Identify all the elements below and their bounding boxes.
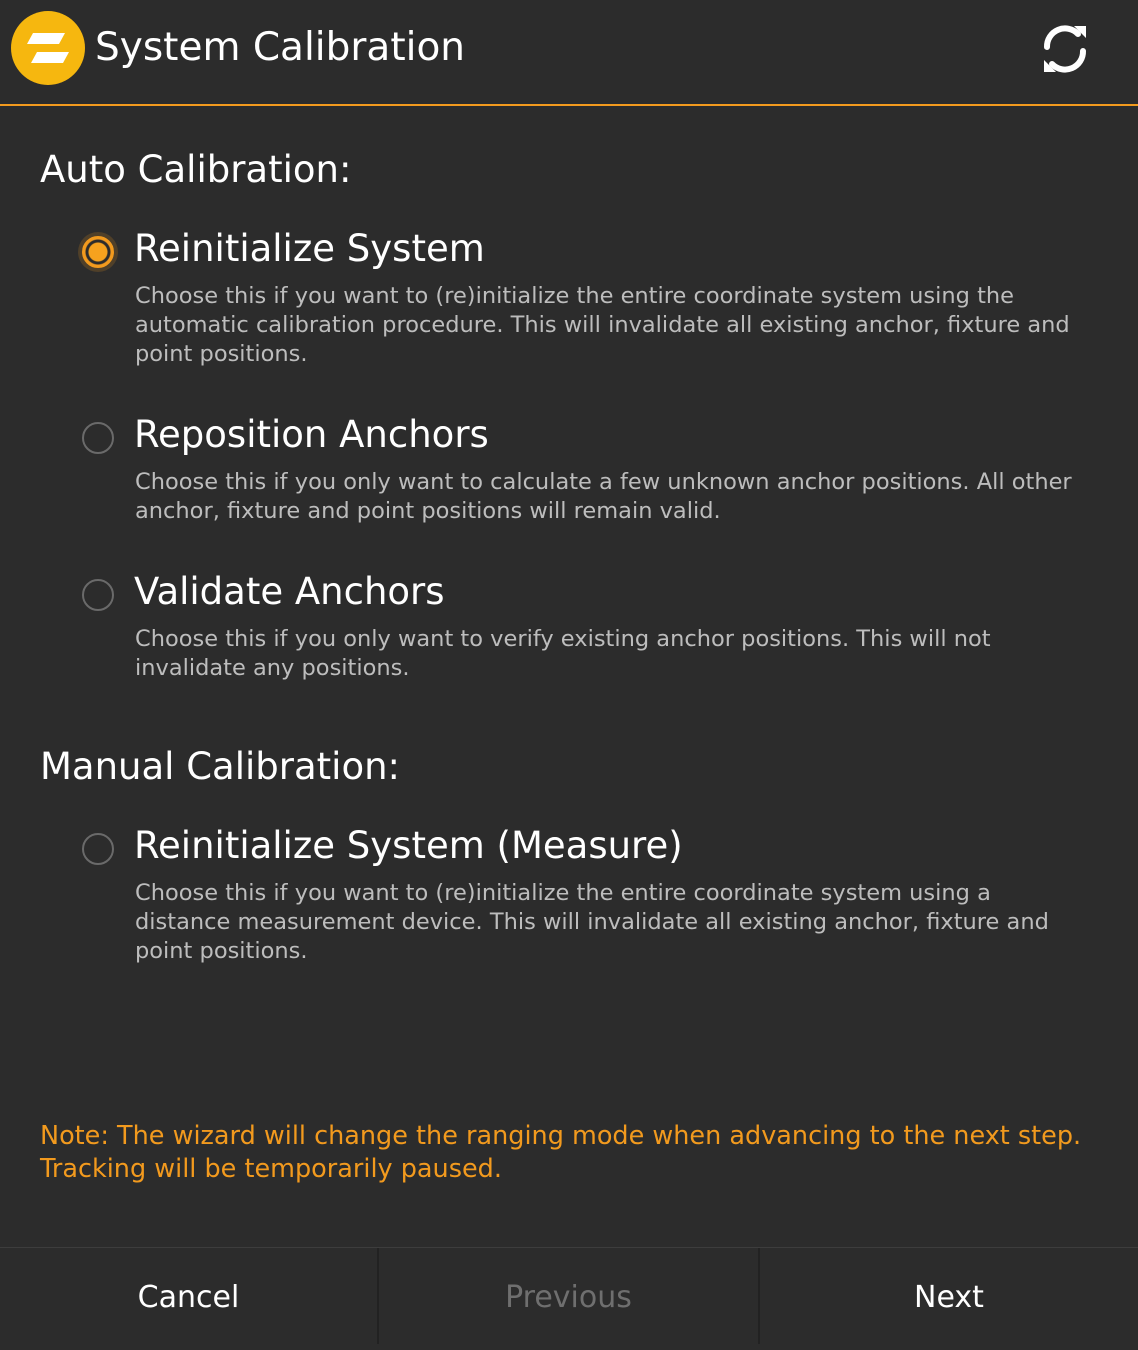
auto-calibration-heading: Auto Calibration:	[40, 148, 352, 191]
manual-calibration-heading: Manual Calibration:	[40, 745, 400, 788]
app-logo-icon	[11, 11, 85, 85]
app-header	[0, 0, 1138, 106]
option-validate-anchors[interactable]	[82, 567, 1082, 687]
option-reinitialize-system-measure[interactable]	[82, 821, 1082, 971]
option-label: Reinitialize System	[134, 227, 485, 270]
ranging-mode-note: Note: The wizard will change the ranging mode when advancing to the next step. Tracking will be temporarily paused.	[40, 1121, 1082, 1184]
next-button[interactable]: Next	[914, 1280, 984, 1315]
radio-validate-anchors[interactable]	[82, 579, 114, 611]
option-reposition-anchors[interactable]	[82, 410, 1082, 530]
cancel-button[interactable]: Cancel	[137, 1280, 240, 1315]
radio-reposition-anchors[interactable]	[82, 422, 114, 454]
option-label: Reposition Anchors	[134, 413, 489, 456]
option-description: Choose this if you want to (re)initialize the entire coordinate system using the automatic calibration procedure. This will invalidate all existing anchor, fixture and point positions.	[135, 283, 1070, 367]
radio-reinitialize-system-measure[interactable]	[82, 833, 114, 865]
option-reinitialize-system[interactable]	[82, 224, 1082, 374]
page-title: System Calibration	[95, 25, 466, 70]
option-label: Reinitialize System (Measure)	[134, 824, 683, 867]
option-description: Choose this if you want to (re)initialize the entire coordinate system using a distance measurement device. This will invalidate all existing anchor, fixture and point positions.	[135, 880, 1049, 964]
previous-button[interactable]: Previous	[505, 1280, 632, 1315]
option-label: Validate Anchors	[134, 570, 445, 613]
option-description: Choose this if you only want to verify existing anchor positions. This will not invalidate any positions.	[135, 626, 991, 681]
refresh-icon[interactable]	[1036, 20, 1094, 78]
radio-reinitialize-system[interactable]	[82, 236, 114, 268]
option-description: Choose this if you only want to calculate a few unknown anchor positions. All other anchor, fixture and point positions will remain valid.	[135, 469, 1072, 524]
wizard-button-bar	[0, 1247, 1138, 1350]
